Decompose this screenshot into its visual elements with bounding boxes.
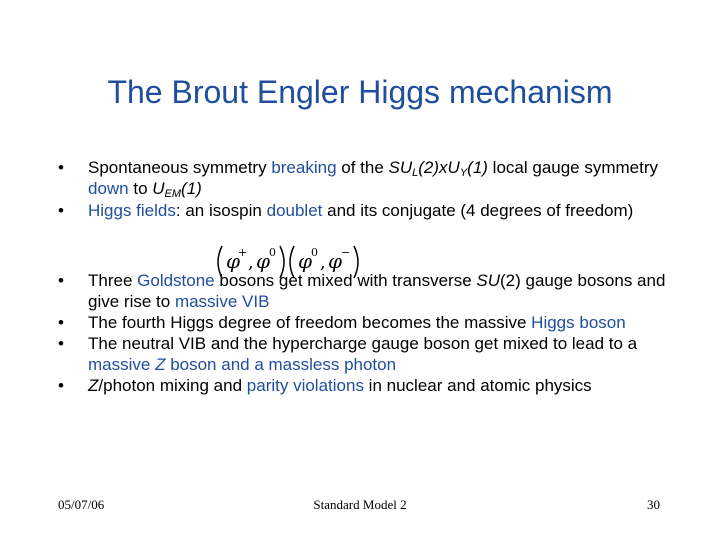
svg-text:,: , [320, 252, 326, 273]
bullet-marker: • [58, 376, 64, 395]
text-segment: parity violations [246, 376, 364, 395]
bullet-marker: • [58, 201, 64, 220]
bullet-text [88, 375, 668, 396]
text-segment: breaking [271, 158, 337, 177]
phi-zero: φ [256, 249, 271, 273]
text-segment: Z [88, 376, 99, 395]
bullet-marker: • [58, 271, 64, 290]
text-segment: (2)xU [418, 158, 460, 177]
bullet-higgs-boson [58, 312, 668, 333]
text-segment: in nuclear and atomic physics [363, 376, 592, 395]
text-segment: Z [155, 355, 166, 374]
text-segment: Goldstone [137, 271, 215, 290]
text-segment: The neutral VIB and the hypercharge gauge boson get mixed to lead to a [88, 334, 638, 353]
text-segment: U [152, 179, 165, 198]
bullet-higgs-fields [58, 200, 668, 221]
svg-text:0: 0 [269, 246, 276, 259]
svg-text:+: + [238, 246, 248, 259]
text-segment: boson and a massless photon [165, 355, 397, 374]
phi-plus: φ [226, 249, 241, 273]
text-segment: EM [164, 188, 182, 200]
bullet-marker: • [58, 158, 64, 177]
text-segment: Higgs fields [88, 201, 176, 220]
svg-text:0: 0 [311, 246, 318, 259]
text-segment: (1) [467, 158, 488, 177]
page-number: 30 [647, 497, 660, 512]
text-segment: Higgs boson [531, 313, 626, 332]
text-segment: massive [88, 355, 156, 374]
bullet-text [88, 200, 668, 221]
bullet-z-photon [58, 333, 668, 375]
higgs-doublet-formula [212, 242, 372, 282]
text-segment: SU [388, 158, 413, 177]
bullet-text [88, 312, 668, 333]
text-segment: of the [336, 158, 389, 177]
svg-text:−: − [341, 246, 351, 259]
text-segment: L [412, 167, 419, 179]
text-segment: massive VIB [174, 292, 270, 311]
phi-zero-bar: φ [298, 249, 313, 273]
text-segment: (1) [181, 179, 202, 198]
footer-date: 05/07/06 [58, 497, 105, 512]
text-segment: Y [459, 167, 468, 179]
text-segment: The fourth Higgs degree of freedom becomes the massive [88, 313, 532, 332]
bullet-symmetry-breaking [58, 157, 668, 199]
bullet-marker: • [58, 334, 64, 353]
text-segment: SU [476, 271, 500, 290]
text-segment: Spontaneous symmetry [88, 158, 272, 177]
text-segment: : an isospin [175, 201, 267, 220]
bullet-text [88, 270, 668, 312]
bullet-text [88, 333, 668, 375]
text-segment: down [88, 179, 129, 198]
bullet-parity [58, 375, 668, 396]
text-segment: /photon mixing and [98, 376, 247, 395]
text-segment: (2) gauge bosons and give rise to [88, 271, 666, 311]
text-segment: and its conjugate (4 degrees of freedom) [322, 201, 634, 220]
text-segment: local gauge symmetry [487, 158, 659, 177]
phi-minus: φ [328, 249, 343, 273]
footer-title: Standard Model 2 [313, 497, 407, 512]
text-segment: Three [88, 271, 138, 290]
bullet-marker: • [58, 313, 64, 332]
svg-text:,: , [248, 252, 254, 273]
text-segment: bosons get mixed with transverse [214, 271, 477, 290]
text-segment: doublet [266, 201, 323, 220]
slide-title: The Brout Engler Higgs mechanism [107, 74, 613, 110]
text-segment: to [128, 179, 153, 198]
bullet-text [88, 157, 668, 199]
